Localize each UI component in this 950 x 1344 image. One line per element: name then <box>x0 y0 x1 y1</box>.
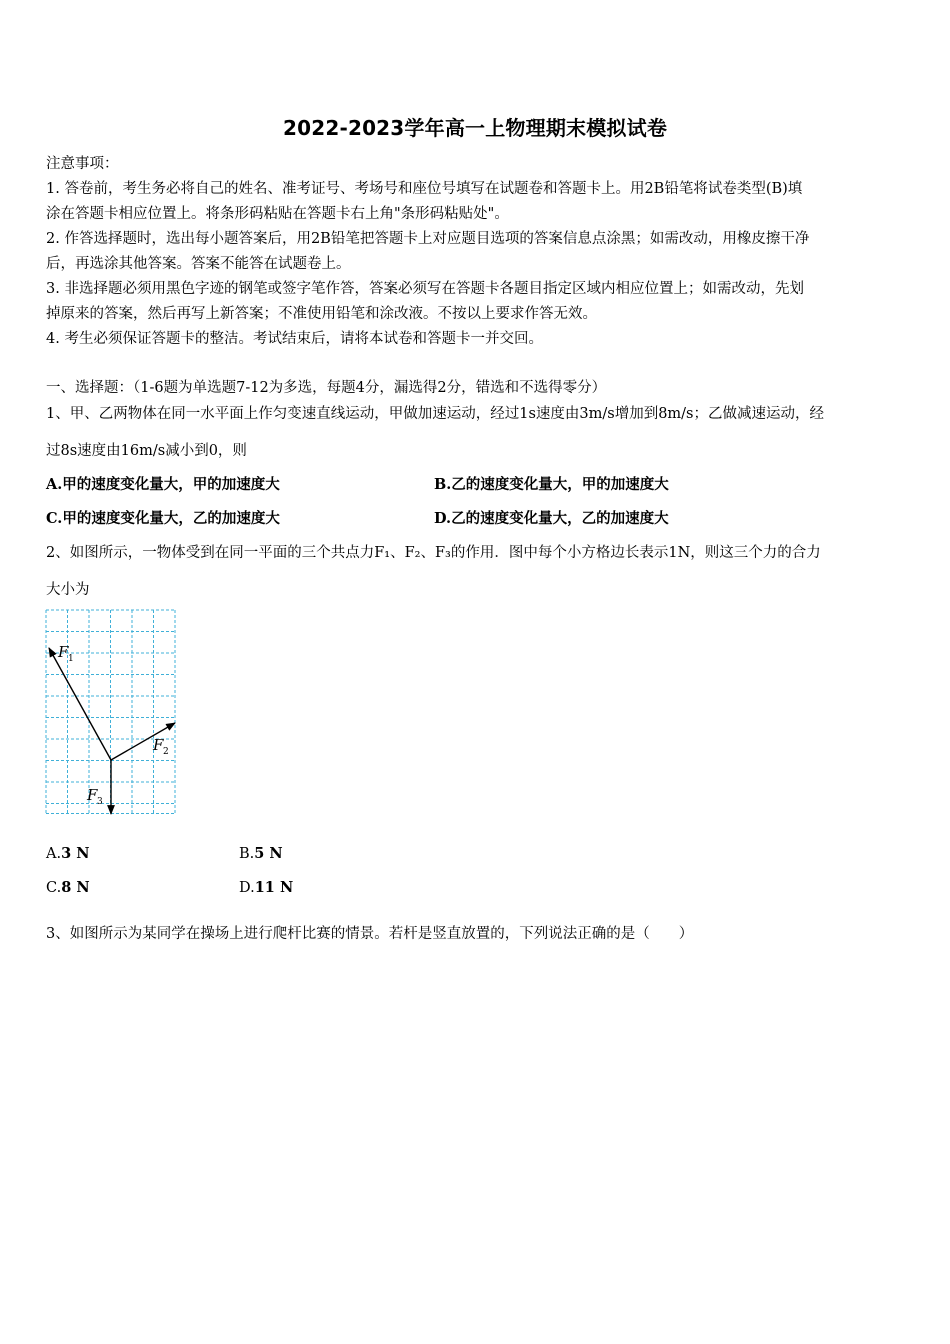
q2-option-a: A.3 N <box>46 845 90 862</box>
f1-label: F <box>58 643 69 661</box>
notice-line: 1. 答卷前，考生务必将自己的姓名、准考证号、考场号和座位号填写在试题卷和答题卡上。用2B铅笔将试卷类型(B)填 <box>46 181 803 197</box>
f3-subscript: 3 <box>97 797 103 807</box>
f3-label: F <box>87 786 98 804</box>
question-2-text: 2、如图所示，一物体受到在同一平面的三个共点力F₁、F₂、F₃的作用．图中每个小方格边长表示1N，则这三个力的合力 <box>46 545 821 561</box>
q1-option-b: B.乙的速度变化量大，甲的加速度大 <box>434 476 669 493</box>
notice-line: 2. 作答选择题时，选出每小题答案后，用2B铅笔把答题卡上对应题目选项的答案信息点涂黑；如需改动，用橡皮擦干净 <box>46 231 810 247</box>
f2-subscript: 2 <box>163 747 169 757</box>
q2-option-d: D.11 N <box>239 879 294 896</box>
notice-line: 后，再选涂其他答案。答案不能答在试题卷上。 <box>46 256 351 272</box>
question-2-text-cont: 大小为 <box>46 582 90 598</box>
q2-option-c: C.8 N <box>46 879 90 896</box>
notice-heading: 注意事项： <box>46 156 119 172</box>
q1-option-c: C.甲的速度变化量大，乙的加速度大 <box>46 510 280 527</box>
page-title: 2022-2023学年高一上物理期末模拟试卷 <box>282 116 668 140</box>
f2-label: F <box>153 736 164 754</box>
notice-line: 涂在答题卡相应位置上。将条形码粘贴在答题卡右上角"条形码粘贴处"。 <box>46 206 509 222</box>
f1-subscript: 1 <box>68 654 74 664</box>
question-1-text-cont: 过8s速度由16m/s减小到0，则 <box>46 443 247 459</box>
question-3-text: 3、如图所示为某同学在操场上进行爬杆比赛的情景。若杆是竖直放置的，下列说法正确的是（ ） <box>46 926 694 942</box>
q2-option-b: B.5 N <box>239 845 283 862</box>
question-1-text: 1、甲、乙两物体在同一水平面上作匀变速直线运动，甲做加速运动，经过1s速度由3m/s增加到8m/s；乙做减速运动，经 <box>46 406 824 422</box>
notice-line: 3. 非选择题必须用黑色字迹的钢笔或签字笔作答，答案必须写在答题卡各题目指定区域内相应位置上；如需改动，先划 <box>46 281 804 297</box>
notice-line: 4. 考生必须保证答题卡的整洁。考试结束后，请将本试卷和答题卡一并交回。 <box>46 331 543 347</box>
force-diagram <box>40 604 185 822</box>
section-heading: 一、选择题：（1-6题为单选题7-12为多选，每题4分，漏选得2分，错选和不选得零分） <box>46 380 607 396</box>
notice-line: 掉原来的答案，然后再写上新答案；不准使用铅笔和涂改液。不按以上要求作答无效。 <box>46 306 597 322</box>
q1-option-a: A.甲的速度变化量大，甲的加速度大 <box>46 476 280 493</box>
f1-arrow <box>49 648 111 760</box>
q1-option-d: D.乙的速度变化量大，乙的加速度大 <box>434 510 669 527</box>
